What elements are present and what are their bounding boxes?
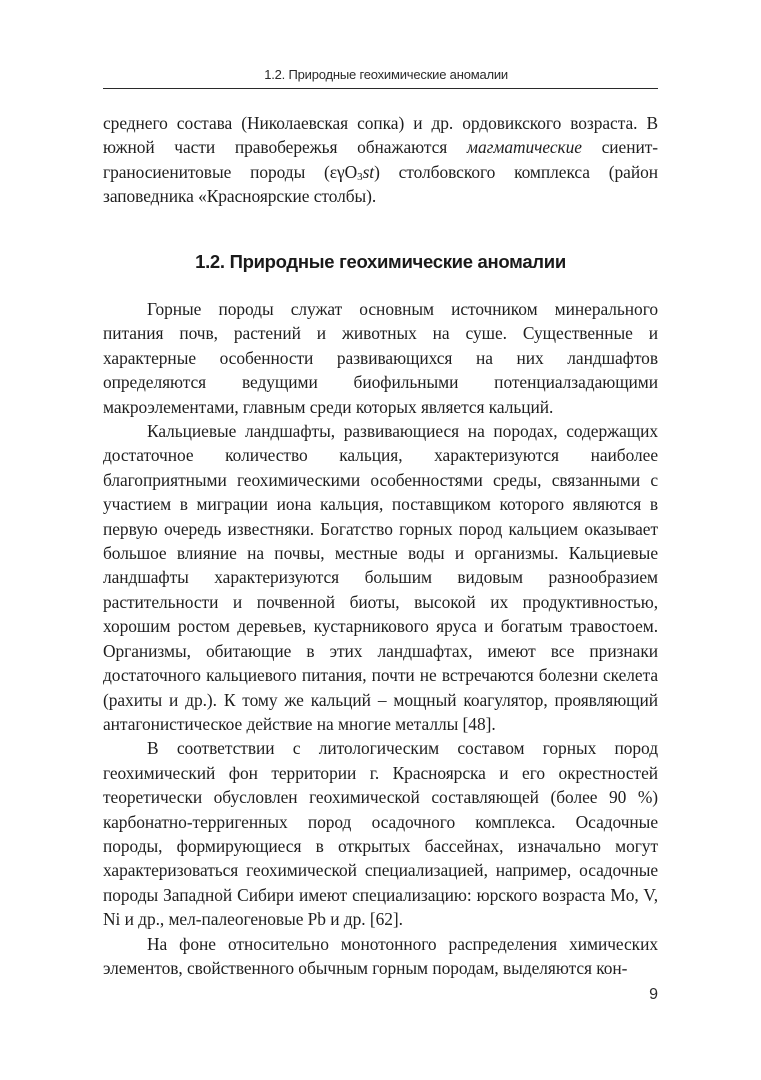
intro-paragraph: [103, 111, 658, 209]
formula-subscript: 3: [357, 170, 363, 183]
paragraph-4: На фоне относительно монотонного распределения химических элементов, свойственного обычным горным породам, выделяются кон-: [103, 933, 658, 978]
running-header-text: 1.2. Природные геохимические аномалии: [264, 67, 508, 82]
intro-text-3: ) столбовского комплекса (район заповедника «Красноярские столбы).: [103, 161, 658, 207]
paragraph-2: Кальциевые ландшафты, развивающиеся на породах, содержащих достаточное количество кальция, характеризуются наиболее благоприятными геохимическими особенностями среды, связанными с участием в миграции иона кальция, поставщиком которого являются в первую очередь известняки. Богатство горных пород кальцием оказывает большое влияние на почвы, местные воды и организмы. Кальциевые ландшафты характеризуются большим видовым разнообразием растительности и почвенной биоты, высокой их продуктивностью, хорошим ростом деревьев, кустарникового яруса и богатым травостоем. Организмы, обитающие в этих ландшафтах, имеют все признаки достаточного кальциевого питания, почти не встречаются болезни скелета (рахиты и др.). К тому же кальций – мощный коагулятор, проявляющий антагонистическое действие на многие металлы [48].: [103, 421, 658, 734]
paragraph-1: Горные породы служат основным источником минерального питания почв, растений и животных на суше. Существенные и характерные особенности развивающихся на них ландшафтов определяются ведущими биофильными потенциалзадающими макроэлементами, главным среди которых является кальций.: [103, 299, 658, 417]
paragraph-3: В соответствии с литологическим составом горных пород геохимический фон территории г. Красноярска и его окрестностей теоретически обусловлен геохимической составляющей (более 90 %) карбонатно-терригенных пород осадочного комплекса. Осадочные породы, формирующиеся в открытых бассейнах, изначально могут характеризоваться геохимической специализацией, например, осадочные породы Западной Сибири имеют специализацию: юрского возраста Mo, V, Ni и др., мел-палеогеновые Pb и др. [62].: [103, 738, 658, 930]
running-header: [103, 66, 658, 89]
page-number: 9: [649, 986, 658, 1003]
intro-italic-word: магматические: [466, 137, 582, 158]
intro-text-2: сиенит-граносиенитовые породы (εγO: [103, 137, 658, 182]
section-body: [103, 297, 658, 980]
intro-text-1: среднего состава (Николаевская сопка) и др. ордовикского возраста. В южной части правобережья обнажаются: [103, 113, 658, 158]
formula-italic: st: [362, 161, 375, 182]
section-heading: 1.2. Природные геохимические аномалии: [195, 251, 566, 272]
